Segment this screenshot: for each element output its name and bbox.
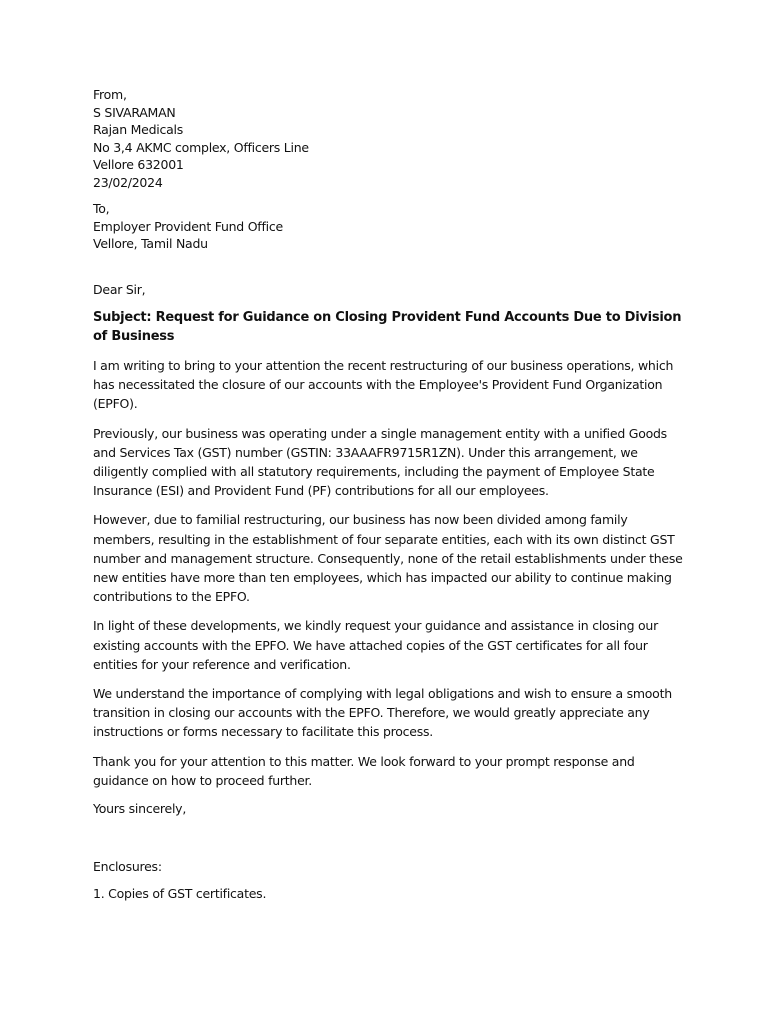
subject-line: Subject: Request for Guidance on Closing Provident Fund Accounts Due to Division of Business <box>93 310 682 344</box>
sender-address: No 3,4 AKMC complex, Officers Line <box>93 139 309 155</box>
sender-company: Rajan Medicals <box>93 122 183 137</box>
sender-name: S SIVARAMAN <box>93 104 176 120</box>
letter-date: 23/02/2024 <box>93 174 163 190</box>
sender-city: Vellore 632001 <box>93 157 184 172</box>
body-paragraph: However, due to familial restructuring, our business has now been divided among family members, resulting in the establishment of four separate entities, each with its own distinct GST number and management structure. Consequently, none of the retail establishments under these new entities have more than ten employees, which has impacted our ability to continue making contributions to the EPFO. <box>93 512 683 605</box>
body-paragraph: In light of these developments, we kindly request your guidance and assistance in closing our existing accounts with the EPFO. We have attached copies of the GST certificates for all four entities for your reference and verification. <box>93 618 658 672</box>
letter-page <box>93 86 683 903</box>
to-label: To, <box>93 201 110 216</box>
body-paragraph: We understand the importance of complying with legal obligations and wish to ensure a smooth transition in closing our accounts with the EPFO. Therefore, we would greatly appreciate any instructions or forms necessary to facilitate this process. <box>93 686 672 740</box>
recipient-location: Vellore, Tamil Nadu <box>93 236 208 251</box>
recipient-block <box>93 200 683 253</box>
recipient-office: Employer Provident Fund Office <box>93 218 283 234</box>
enclosures-label: Enclosures: <box>93 858 162 874</box>
salutation: Dear Sir, <box>93 281 146 297</box>
body-paragraph: Previously, our business was operating under a single management entity with a unified Goods and Services Tax (GST) number (GSTIN: 33AAAFR9715R1ZN). Under this arrangement, we diligently complied with all statutory requirements, including the payment of Employee State Insurance (ESI) and Provident Fund (PF) contributions for all our employees. <box>93 425 667 499</box>
closing-line: Yours sincerely, <box>93 801 187 817</box>
body-paragraph: Thank you for your attention to this matter. We look forward to your prompt response and guidance on how to proceed further. <box>93 753 635 788</box>
from-label: From, <box>93 87 127 102</box>
enclosure-item: 1. Copies of GST certificates. <box>93 886 267 902</box>
sender-block <box>93 86 683 191</box>
body-paragraph: I am writing to bring to your attention the recent restructuring of our business operations, which has necessitated the closure of our accounts with the Employee's Provident Fund Organization (EPFO). <box>93 358 674 412</box>
